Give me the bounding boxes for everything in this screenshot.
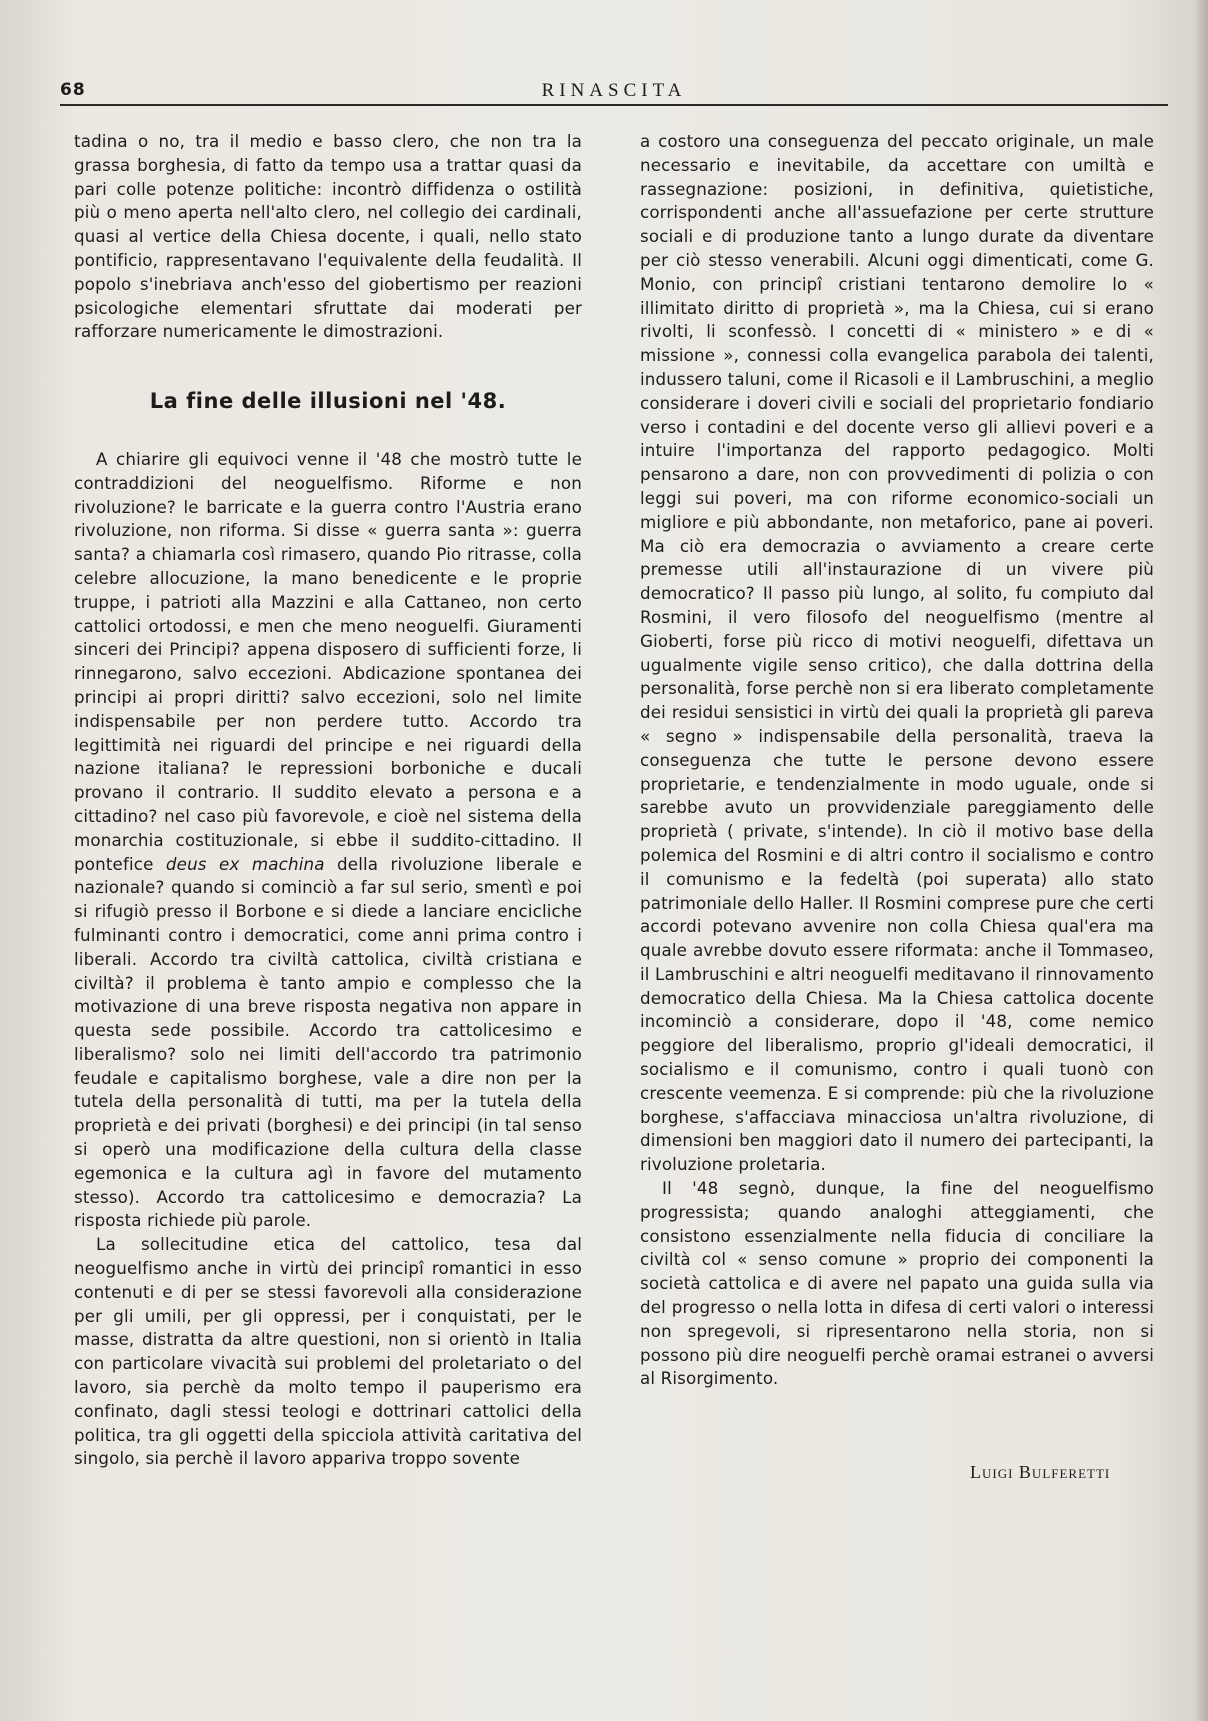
left-column [74,130,582,1471]
section-heading: La fine delle illusioni nel '48. [149,389,507,414]
paragraph-text: A chiarire gli equivoci venne il '48 che mostrò tutte le contraddizioni del neoguelfismo. Riforme e non rivoluzione? le barricate e la guerra contro l'Austria erano rivoluzione, non riforma. Si disse « guerra santa »: guerra santa? a chiamarla così rimasero, quando Pio ritrasse, colla celebre allocuzione, la mano benedicente e le proprie truppe, i patrioti alla Mazzini e alla Cattaneo, non certo cattolici ortodossi, e men che meno neoguelfi. Giuramenti sinceri dei Principi? appena disposero di sufficienti forze, li rinnegarono, salvo eccezioni. Abdicazione spontanea dei principi ai propri diritti? salvo eccezioni, solo nel limite indispensabile per non perdere tutto. Accordo tra legittimità nei riguardi del principe e nei riguardi della nazione italiana? le repressioni borboniche e ducali provano il contrario. Il suddito elevato a persona e a cittadino? nel caso più favorevole, e cioè nel sistema della monarchia costituzionale, si ebbe il suddito-cittadino. Il pontefice [74,448,582,874]
page-edge-shadow [1194,0,1208,1721]
italic-phrase: deus ex machina [165,853,325,874]
paragraph: Il '48 segnò, dunque, la fine del neoguelfismo progressista; quando analoghi atteggiamenti, che consistono essenzialmente nella fiducia di conciliare la civiltà col « senso comune » proprio dei componenti la società cattolica e di avere nel papato una guida sulla via del progresso o nella lotta in difesa di certi valori o interessi non spregevoli, si ripresentarono nella storia, non si possono più dire neoguelfi perchè oramai estranei o avversi al Risorgimento. [640,1178,1154,1389]
page-number: 68 [60,80,86,100]
paragraph: tadina o no, tra il medio e basso clero, che non tra la grassa borghesia, di fatto da tempo usa a trattar quasi da pari colle potenze politiche: incontrò diffidenza o ostilità più o meno aperta nell'alto clero, nel collegio dei cardinali, quasi al vertice della Chiesa docente, i quali, nello stato pontificio, rappresentavano l'equivalente della feudalità. Il popolo s'inebriava anch'esso del giobertismo per reazioni psicologiche elementari sfruttate dai moderati per rafforzare numericamente le dimostrazioni. [74,131,582,342]
author-signature: Luigi Bulferetti [970,1462,1111,1482]
page-header [60,80,1168,104]
paragraph: a costoro una conseguenza del peccato originale, un male necessario e inevitabile, da accettare con umiltà e rassegnazione: posizioni, in definitiva, quietistiche, corrispondenti anche all'assuefazione per certe strutture sociali e di produzione tanto a lungo durate da diventare per ciò stesso venerabili. Alcuni oggi dimenticati, come G. Monio, con principî cristiani tentarono demolire lo « illimitato diritto di proprietà », ma la Chiesa, cui si erano rivolti, li sconfessò. I concetti di « ministero » e di « missione », connessi colla evangelica parabola dei talenti, indussero taluni, come il Ricasoli e il Lambruschini, a meglio considerare i doveri civili e sociali del proprietario fondiario verso i contadini e del docente verso gli allievi poveri e a intuire l'importanza del rapporto pedagogico. Molti pensarono a dare, non con provvedimenti di polizia o con leggi sui poveri, ma con riforme economico-sociali un migliore e più abbondante, non metaforico, pane ai poveri. Ma ciò era democrazia o avviamento a creare certe premesse utili all'instaurazione di un vivere più democratico? Il passo più lungo, al solito, fu compiuto dal Rosmini, il vero filosofo del neoguelfismo (mentre al Gioberti, forse più ricco di motivi neoguelfi, difettava un ugualmente vigile senso critico), che dalla dottrina della personalità, forse perchè non si era liberato completamente dei residui sensistici in virtù dei quali la proprietà gli pareva « segno » indispensabile della personalità, traeva la conseguenza che tutte le persone devono essere proprietarie, e tendenzialmente in modo uguale, onde si sarebbe avuto un provvidenziale pareggiamento delle proprietà ( private, s'intende). In ciò il motivo base della polemica del Rosmini e di altri contro il socialismo e contro il comunismo e la fedeltà (poi superata) allo stato patrimoniale dello Haller. Il Rosmini comprese pure che certi accordi potevano avvenire non colla Chiesa qual'era ma quale avrebbe dovuto essere riformata: anche il Tommaseo, il Lambruschini e altri neoguelfi meditavano il rinnovamento democratico della Chiesa. Ma la Chiesa cattolica docente incominciò a considerare, dopo il '48, come nemico peggiore del liberalismo, proprio gl'ideali democratici, il socialismo e il comunismo, contro i quali tuonò con crescente veemenza. E si comprende: più che la rivoluzione borghese, s'affacciava minacciosa un'altra rivoluzione, di dimensioni ben maggiori dato il numero dei partecipanti, la rivoluzione proletaria. [640,131,1154,1175]
paragraph-text: della rivoluzione liberale e nazionale? quando si cominciò a far sul serio, smentì e poi si rifugiò presso il Borbone e si diede a lanciare encicliche fulminanti contro i democratici, come anni prima contro i liberali. Accordo tra civiltà cattolica, civiltà cristiana e civiltà? il problema è tanto ampio e complesso che la motivazione di una breve risposta negativa non appare in questa sede possibile. Accordo tra cattolicesimo e liberalismo? solo nei limiti dell'accordo tra patrimonio feudale e capitalismo borghese, vale a dire non per la tutela della personalità di tutti, ma per la tutela della proprietà e dei privati (borghesi) e dei principi (in tal senso si operò una modificazione della cultura della classe egemonica e la cultura agì in favore del mutamento stesso). Accordo tra cattolicesimo e democrazia? La risposta richiede più parole. [74,853,582,1231]
right-column [640,130,1154,1391]
header-rule [60,104,1168,106]
paragraph: La sollecitudine etica del cattolico, tesa dal neoguelfismo anche in virtù dei principî romantici in esso contenuti e di per se stessi favorevoli alla considerazione per gli umili, per gli oppressi, per i conquistati, per le masse, distratta da altre questioni, non si orientò in Italia con particolare vivacità sui problemi del proletariato o del lavoro, sia perchè da molto tempo il pauperismo era confinato, dagli stessi teologi e dottrinari cattolici della politica, tra gli oggetti della spicciola attività caritativa del singolo, sia perchè il lavoro appariva troppo sovente [74,1234,582,1469]
journal-title: RINASCITA [541,80,687,101]
paragraph [74,448,582,1233]
